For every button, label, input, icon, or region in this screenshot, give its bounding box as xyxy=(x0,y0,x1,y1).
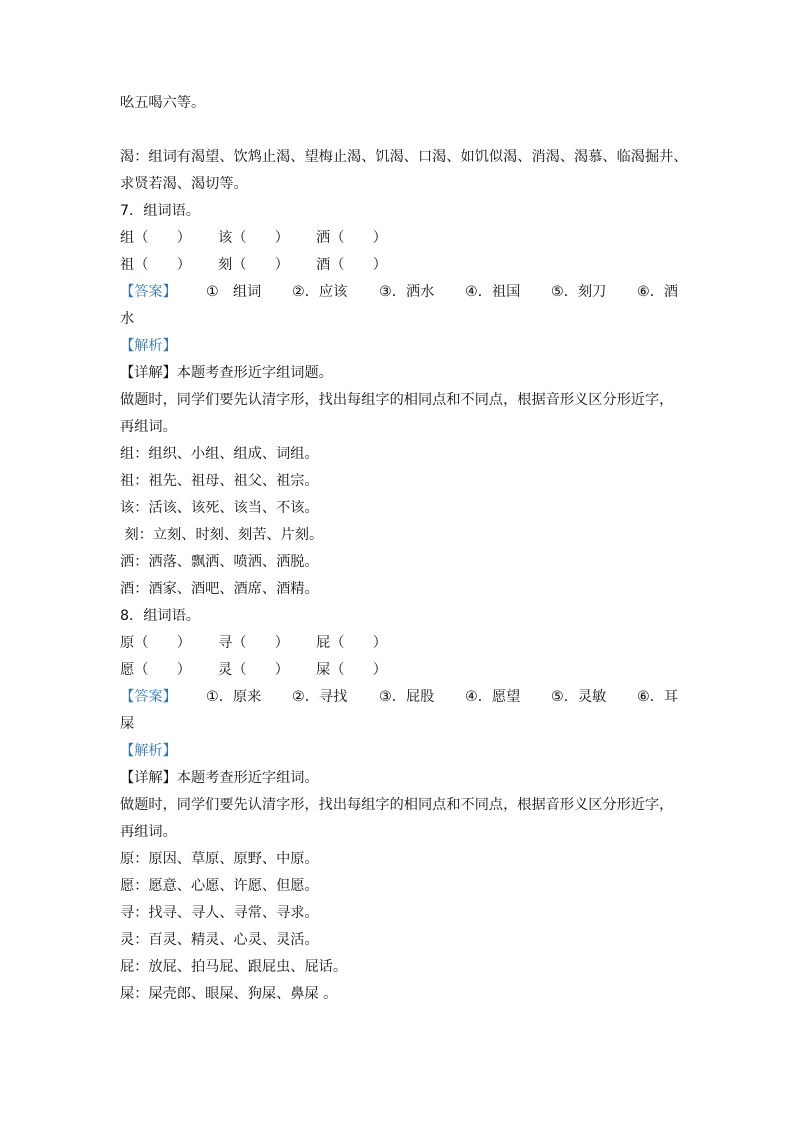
answer-item: ⑤．灵敏 xyxy=(551,689,607,705)
pair-blank: （ ） xyxy=(134,635,191,651)
pair-char: 该 xyxy=(218,230,233,246)
answer-item: ① 组词 xyxy=(206,284,262,300)
q7-answer-continuation: 水 xyxy=(120,311,135,327)
answer-item: ⑥．酒 xyxy=(637,284,679,300)
pair-char: 刻 xyxy=(218,257,233,273)
pair-blank: （ ） xyxy=(134,257,191,273)
pair-char: 灵 xyxy=(218,662,233,678)
pair-blank: （ ） xyxy=(232,257,289,273)
q8-word-line: 屁：放屁、拍马屁、跟屁虫、屁话。 xyxy=(120,959,348,975)
q8-pair xyxy=(218,630,316,657)
q7-detail-line xyxy=(120,360,680,387)
pair-blank: （ ） xyxy=(232,230,289,246)
q8-analysis-tag: 【解析】 xyxy=(120,743,177,759)
answer-item: ⑤．刻刀 xyxy=(551,284,607,300)
pair-char: 原 xyxy=(120,635,135,651)
pair-blank: （ ） xyxy=(330,257,387,273)
q7-word-line: 组：组织、小组、组成、词组。 xyxy=(120,446,319,462)
pair-char: 洒 xyxy=(316,230,331,246)
detail-tag: 【详解】 xyxy=(120,365,177,381)
answer-item: ③．屁股 xyxy=(379,689,435,705)
answer-tag: 【答案】 xyxy=(120,689,177,705)
intro-line: 吆五喝六等。 xyxy=(120,95,206,111)
pair-blank: （ ） xyxy=(134,230,191,246)
answer-item: ②．应该 xyxy=(292,284,348,300)
q8-word-line: 灵：百灵、精灵、心灵、灵活。 xyxy=(120,932,319,948)
q7-pair xyxy=(316,252,406,279)
pair-char: 屎 xyxy=(316,662,331,678)
pair-char: 屁 xyxy=(316,635,331,651)
ke-explanation-line2: 求贤若渴、渴切等。 xyxy=(120,176,248,192)
q8-pair xyxy=(120,657,218,684)
q8-pair xyxy=(218,657,316,684)
q7-pair xyxy=(120,252,218,279)
q7-pair xyxy=(120,225,218,252)
q7-pair xyxy=(218,225,316,252)
q8-word-line: 原：原因、草原、原野、中原。 xyxy=(120,851,319,867)
pair-char: 愿 xyxy=(120,662,135,678)
detail-tag: 【详解】 xyxy=(120,770,177,786)
q7-blank-row-2 xyxy=(120,252,680,279)
q7-word-line: 该：活该、该死、该当、不该。 xyxy=(120,500,319,516)
answer-item: ④．祖国 xyxy=(465,284,521,300)
pair-blank: （ ） xyxy=(232,635,289,651)
detail-text: 本题考查形近字组词。 xyxy=(176,770,319,786)
pair-char: 组 xyxy=(120,230,135,246)
q7-word-line: 祖：祖先、祖母、祖父、祖宗。 xyxy=(120,473,319,489)
detail-text: 本题考查形近字组词题。 xyxy=(176,365,333,381)
q8-pair xyxy=(316,630,406,657)
q8-paragraph-line1: 做题时，同学们要先认清字形，找出每组字的相同点和不同点，根据音形义区分形近字， xyxy=(120,797,674,813)
q8-answer-row xyxy=(120,684,680,711)
answer-item: ②．寻找 xyxy=(292,689,348,705)
q8-blank-row-2 xyxy=(120,657,680,684)
q7-word-line: 洒：洒落、飘洒、喷洒、洒脱。 xyxy=(120,554,319,570)
q7-paragraph-line1: 做题时，同学们要先认清字形，找出每组字的相同点和不同点，根据音形义区分形近字， xyxy=(120,392,674,408)
answer-item: ④．愿望 xyxy=(465,689,521,705)
pair-blank: （ ） xyxy=(330,230,387,246)
pair-blank: （ ） xyxy=(134,662,191,678)
q8-detail-line xyxy=(120,765,680,792)
pair-blank: （ ） xyxy=(330,635,387,651)
q8-paragraph-line2: 再组词。 xyxy=(120,824,177,840)
q7-pair xyxy=(218,252,316,279)
q8-word-line: 愿：愿意、心愿、许愿、但愿。 xyxy=(120,878,319,894)
blank-spacer xyxy=(120,117,680,144)
q7-pair xyxy=(316,225,406,252)
q7-analysis-tag: 【解析】 xyxy=(120,338,177,354)
q7-word-line: 刻：立刻、时刻、刻苦、片刻。 xyxy=(120,527,324,543)
q8-pair xyxy=(120,630,218,657)
q8-word-line: 寻：找寻、寻人、寻常、寻求。 xyxy=(120,905,319,921)
ke-explanation-line1: 渴：组词有渴望、饮鸩止渴、望梅止渴、饥渴、口渴、如饥似渴、消渴、渴慕、临渴掘井、 xyxy=(120,149,688,165)
pair-char: 祖 xyxy=(120,257,135,273)
q7-blank-row-1 xyxy=(120,225,680,252)
q8-answer-continuation: 屎 xyxy=(120,716,135,732)
answer-item: ③．洒水 xyxy=(379,284,435,300)
q7-word-line: 酒：酒家、酒吧、酒席、酒精。 xyxy=(120,581,319,597)
pair-blank: （ ） xyxy=(232,662,289,678)
q8-word-line: 屎：屎壳郎、眼屎、狗屎、鼻屎 。 xyxy=(120,986,338,1002)
answer-tag: 【答案】 xyxy=(120,284,177,300)
answer-item: ⑥．耳 xyxy=(637,689,679,705)
pair-char: 寻 xyxy=(218,635,233,651)
q8-pair xyxy=(316,657,406,684)
document-page xyxy=(120,90,688,1008)
q8-blank-row-1 xyxy=(120,630,680,657)
pair-char: 酒 xyxy=(316,257,331,273)
question-8-title: 8．组词语。 xyxy=(120,608,200,624)
answer-item: ①．原来 xyxy=(206,689,262,705)
q7-answer-row xyxy=(120,279,680,306)
pair-blank: （ ） xyxy=(330,662,387,678)
q7-paragraph-line2: 再组词。 xyxy=(120,419,177,435)
question-7-title: 7．组词语。 xyxy=(120,203,200,219)
